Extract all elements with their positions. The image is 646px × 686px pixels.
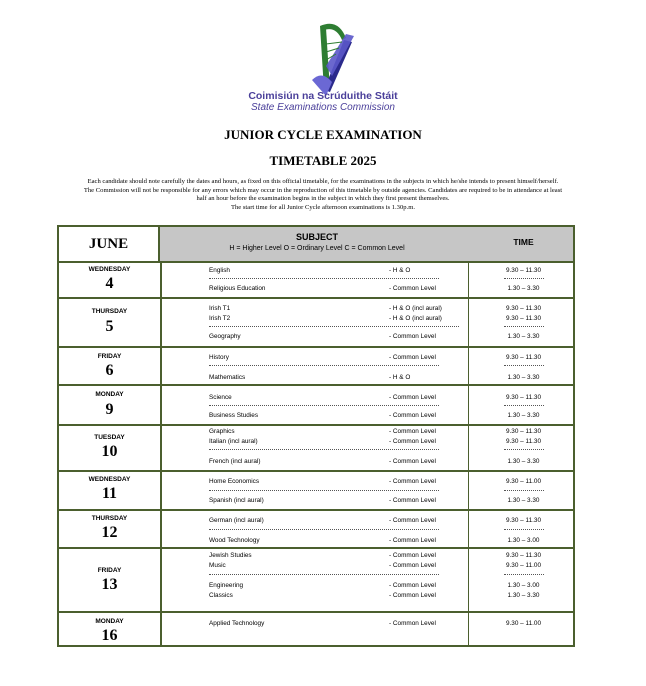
- table-row: [59, 386, 573, 426]
- subject-name: German (incl aural): [209, 517, 264, 524]
- org-name-english: State Examinations Commission: [251, 102, 395, 113]
- day-date: 9: [105, 401, 114, 418]
- table-header: [59, 227, 573, 263]
- day-name: FRIDAY: [97, 353, 122, 360]
- exam-time: 1.30 – 3.00: [507, 582, 540, 589]
- day-name: MONDAY: [95, 618, 124, 625]
- subject-level: - H & O (incl aural): [389, 315, 442, 322]
- day-name: FRIDAY: [97, 567, 122, 574]
- subject-name: History: [209, 354, 229, 361]
- subject-level: - Common Level: [389, 458, 436, 465]
- table-row: [59, 299, 573, 348]
- exam-time: 1.30 – 3.30: [507, 497, 540, 504]
- day-name: TUESDAY: [94, 434, 125, 441]
- separator: [504, 490, 544, 491]
- subject-name: Spanish (incl aural): [209, 497, 264, 504]
- subject-name: French (incl aural): [209, 458, 261, 465]
- subject-name: Business Studies: [209, 412, 259, 419]
- subject-name: Graphics: [209, 428, 235, 435]
- separator: [504, 529, 544, 530]
- exam-time: 9.30 – 11.30: [505, 305, 542, 312]
- exam-time: 1.30 – 3.30: [507, 374, 540, 381]
- subject-level: - Common Level: [389, 478, 436, 485]
- subject-level: - Common Level: [389, 592, 436, 599]
- day-date: 12: [101, 524, 118, 541]
- intro-notice: [30, 178, 616, 212]
- table-row: [59, 549, 573, 613]
- subject-name: Jewish Studies: [209, 552, 252, 559]
- subject-level: - Common Level: [389, 620, 436, 627]
- subject-header: SUBJECT: [295, 232, 338, 242]
- subject-name: Engineering: [209, 582, 244, 589]
- day-date: 4: [105, 275, 114, 292]
- subject-level: - Common Level: [389, 552, 436, 559]
- exam-time: 1.30 – 3.30: [507, 458, 540, 465]
- day-date: 16: [101, 627, 118, 644]
- subject-name: Wood Technology: [209, 537, 260, 544]
- day-date: 5: [105, 318, 114, 335]
- day-date: 13: [101, 576, 118, 593]
- exam-time: 9.30 – 11.30: [505, 552, 542, 559]
- subject-level: - Common Level: [389, 333, 436, 340]
- intro-line: Each candidate should note carefully the dates and hours, as fixed on this official timetable, for the examinations in the subjects in which he/she intends to present himself/herself.: [87, 178, 559, 185]
- subject-level: - Common Level: [389, 438, 436, 445]
- day-date: 11: [101, 485, 118, 502]
- subject-name: Classics: [209, 592, 233, 599]
- intro-line: The start time for all Junior Cycle afternoon examinations is 1.30p.m.: [230, 203, 416, 211]
- day-date: 10: [101, 443, 118, 460]
- month-header: JUNE: [59, 227, 160, 261]
- subject-name: English: [209, 267, 230, 274]
- exam-time: 9.30 – 11.00: [505, 562, 542, 569]
- subject-level: - Common Level: [389, 412, 436, 419]
- subject-level: - Common Level: [389, 428, 436, 435]
- separator: [504, 574, 544, 575]
- exam-time: 1.30 – 3.30: [507, 412, 540, 419]
- subject-level: - Common Level: [389, 354, 436, 361]
- exam-time: 1.30 – 3.30: [507, 333, 540, 340]
- exam-time: 1.30 – 3.00: [507, 537, 540, 544]
- exam-time: 9.30 – 11.30: [505, 428, 542, 435]
- subject-level: - Common Level: [389, 285, 436, 292]
- page-title: JUNIOR CYCLE EXAMINATION: [224, 127, 422, 142]
- separator: [209, 529, 439, 530]
- subject-name: Italian (incl aural): [209, 438, 258, 445]
- table-row: [59, 613, 573, 647]
- separator: [209, 490, 439, 491]
- subject-name: Home Economics: [209, 478, 260, 485]
- subject-name: Geography: [209, 333, 241, 340]
- exam-time: 9.30 – 11.00: [505, 478, 542, 485]
- intro-line: half an hour before the examination begins in the subject in which they first present themselves.: [196, 195, 450, 203]
- table-row: [59, 261, 573, 299]
- intro-line: The Commission will not be responsible for any errors which may occur in the reproduction of this timetable by outside agencies. Candidates are required to be in attendance at least: [83, 186, 563, 194]
- subject-level: - Common Level: [389, 562, 436, 569]
- exam-time: 9.30 – 11.30: [505, 315, 542, 322]
- table-row: [59, 426, 573, 472]
- separator: [209, 574, 439, 575]
- exam-time: 9.30 – 11.30: [505, 438, 542, 445]
- table-row: [59, 348, 573, 386]
- subject-name: Religious Education: [209, 285, 266, 292]
- exam-time: 1.30 – 3.30: [507, 592, 540, 599]
- separator: [209, 326, 459, 327]
- subject-level: - Common Level: [389, 517, 436, 524]
- separator: [209, 365, 439, 366]
- exam-time: 9.30 – 11.00: [505, 620, 542, 627]
- levels-key: H = Higher Level O = Ordinary Level C = Common Level: [229, 245, 405, 252]
- subject-name: Irish T2: [209, 315, 231, 322]
- exam-time: 9.30 – 11.30: [505, 354, 542, 361]
- day-name: THURSDAY: [91, 308, 128, 315]
- subject-name: Science: [209, 394, 232, 401]
- exam-time: 9.30 – 11.30: [505, 517, 542, 524]
- subject-level: - H & O: [389, 267, 411, 274]
- subject-level: - H & O (incl aural): [389, 305, 442, 312]
- table-row: [59, 511, 573, 549]
- subject-level: - Common Level: [389, 497, 436, 504]
- separator: [209, 449, 439, 450]
- separator: [504, 449, 544, 450]
- subject-name: Mathematics: [209, 374, 246, 381]
- subject-level: - H & O: [389, 374, 411, 381]
- day-name: WEDNESDAY: [88, 266, 131, 273]
- separator: [504, 326, 544, 327]
- table-row: [59, 472, 573, 511]
- day-date: 6: [105, 362, 114, 379]
- day-name: THURSDAY: [91, 515, 128, 522]
- separator: [504, 365, 544, 366]
- subject-name: Irish T1: [209, 305, 231, 312]
- subject-level: - Common Level: [389, 537, 436, 544]
- subject-level: - Common Level: [389, 394, 436, 401]
- separator: [209, 278, 439, 279]
- org-name-irish: Coimisiún na Scrúduithe Stáit: [248, 90, 398, 102]
- exam-time: 1.30 – 3.30: [507, 285, 540, 292]
- subject-name: Applied Technology: [209, 620, 265, 627]
- exam-time: 9.30 – 11.30: [505, 394, 542, 401]
- subject-name: Music: [209, 562, 226, 569]
- subject-level: - Common Level: [389, 582, 436, 589]
- timetable: [57, 225, 575, 647]
- exam-time: 9.30 – 11.30: [505, 267, 542, 274]
- separator: [504, 405, 544, 406]
- separator: [504, 278, 544, 279]
- page-subtitle: TIMETABLE 2025: [269, 153, 377, 168]
- time-header: TIME: [513, 237, 534, 247]
- day-name: WEDNESDAY: [88, 476, 131, 483]
- separator: [209, 405, 439, 406]
- day-name: MONDAY: [95, 391, 124, 398]
